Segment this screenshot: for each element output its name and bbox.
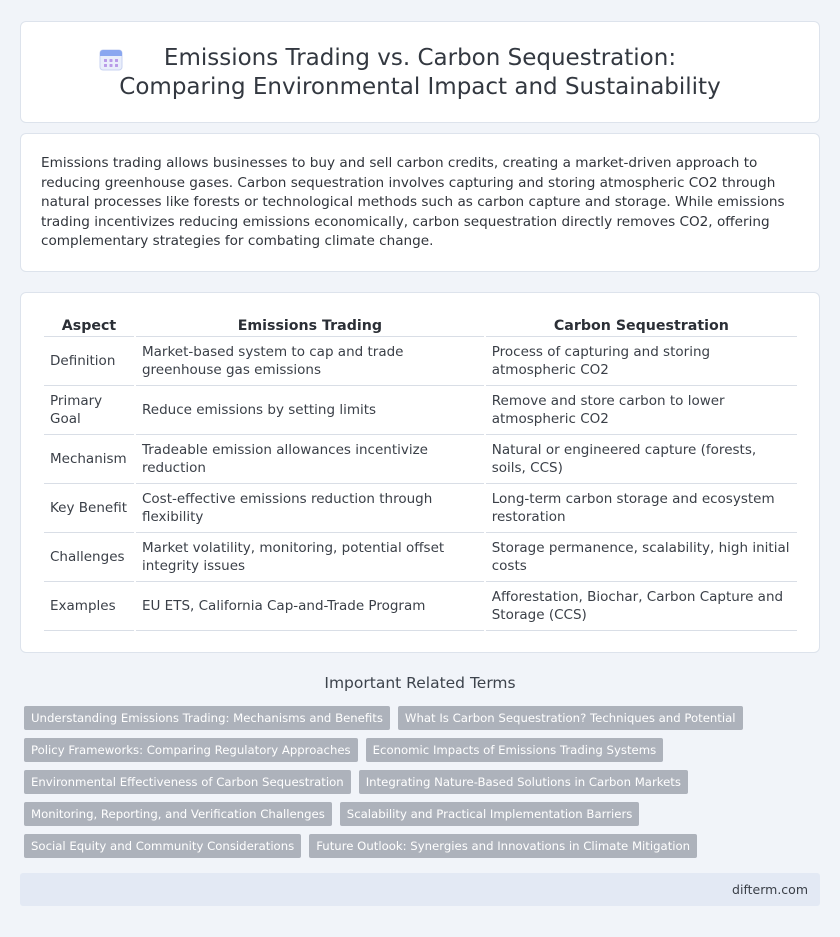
table-row <box>44 582 797 631</box>
related-term-link[interactable]: Integrating Nature-Based Solutions in Carbon Markets <box>359 770 688 794</box>
table-row <box>44 484 797 533</box>
header-aspect: Aspect <box>44 313 134 337</box>
related-term-link[interactable]: Scalability and Practical Implementation Barriers <box>340 802 640 826</box>
footer <box>20 873 820 906</box>
row-emissions-trading: Reduce emissions by setting limits <box>136 386 484 435</box>
related-term-link[interactable]: Environmental Effectiveness of Carbon Sequestration <box>24 770 351 794</box>
table-header-row <box>44 313 797 337</box>
related-term-link[interactable]: What Is Carbon Sequestration? Techniques and Potential <box>398 706 743 730</box>
row-aspect: Challenges <box>44 533 134 582</box>
table-row <box>44 533 797 582</box>
related-term-link[interactable]: Understanding Emissions Trading: Mechanisms and Benefits <box>24 706 390 730</box>
related-terms-heading: Important Related Terms <box>324 674 516 692</box>
row-emissions-trading: Cost-effective emissions reduction through flexibility <box>136 484 484 533</box>
row-carbon-sequestration: Remove and store carbon to lower atmospheric CO2 <box>486 386 797 435</box>
row-carbon-sequestration: Storage permanence, scalability, high initial costs <box>486 533 797 582</box>
table-row <box>44 435 797 484</box>
footer-site-link[interactable]: difterm.com <box>732 882 808 897</box>
comparison-table <box>42 313 799 631</box>
comparison-table-card <box>20 292 820 653</box>
row-aspect: Definition <box>44 337 134 386</box>
row-carbon-sequestration: Process of capturing and storing atmospheric CO2 <box>486 337 797 386</box>
related-term-link[interactable]: Future Outlook: Synergies and Innovations in Climate Mitigation <box>309 834 697 858</box>
related-term-link[interactable]: Economic Impacts of Emissions Trading Systems <box>366 738 664 762</box>
row-emissions-trading: EU ETS, California Cap-and-Trade Program <box>136 582 484 631</box>
row-emissions-trading: Tradeable emission allowances incentivize reduction <box>136 435 484 484</box>
row-aspect: Primary Goal <box>44 386 134 435</box>
related-term-link[interactable]: Policy Frameworks: Comparing Regulatory Approaches <box>24 738 358 762</box>
row-carbon-sequestration: Long-term carbon storage and ecosystem restoration <box>486 484 797 533</box>
related-term-link[interactable]: Monitoring, Reporting, and Verification Challenges <box>24 802 332 826</box>
row-aspect: Key Benefit <box>44 484 134 533</box>
row-carbon-sequestration: Afforestation, Biochar, Carbon Capture and Storage (CCS) <box>486 582 797 631</box>
page-title: Emissions Trading vs. Carbon Sequestration: Comparing Environmental Impact and Sustainability <box>119 45 721 100</box>
row-aspect: Examples <box>44 582 134 631</box>
related-term-link[interactable]: Social Equity and Community Considerations <box>24 834 301 858</box>
row-emissions-trading: Market-based system to cap and trade greenhouse gas emissions <box>136 337 484 386</box>
intro-paragraph: Emissions trading allows businesses to buy and sell carbon credits, creating a market-driven approach to reducing greenhouse gases. Carbon sequestration involves capturing and storing atmospheric CO2 through natural processes like forests or technological methods such as carbon capture and storage. While emissions trading incentivizes reducing emissions economically, carbon sequestration directly removes CO2, offering complementary strategies for combating climate change. <box>41 155 785 249</box>
related-terms-list <box>24 706 814 866</box>
header-carbon-sequestration: Carbon Sequestration <box>486 313 797 337</box>
row-carbon-sequestration: Natural or engineered capture (forests, soils, CCS) <box>486 435 797 484</box>
table-row <box>44 337 797 386</box>
row-aspect: Mechanism <box>44 435 134 484</box>
intro-card <box>20 133 820 272</box>
row-emissions-trading: Market volatility, monitoring, potential offset integrity issues <box>136 533 484 582</box>
table-row <box>44 386 797 435</box>
title-card <box>20 21 820 123</box>
header-emissions-trading: Emissions Trading <box>136 313 484 337</box>
